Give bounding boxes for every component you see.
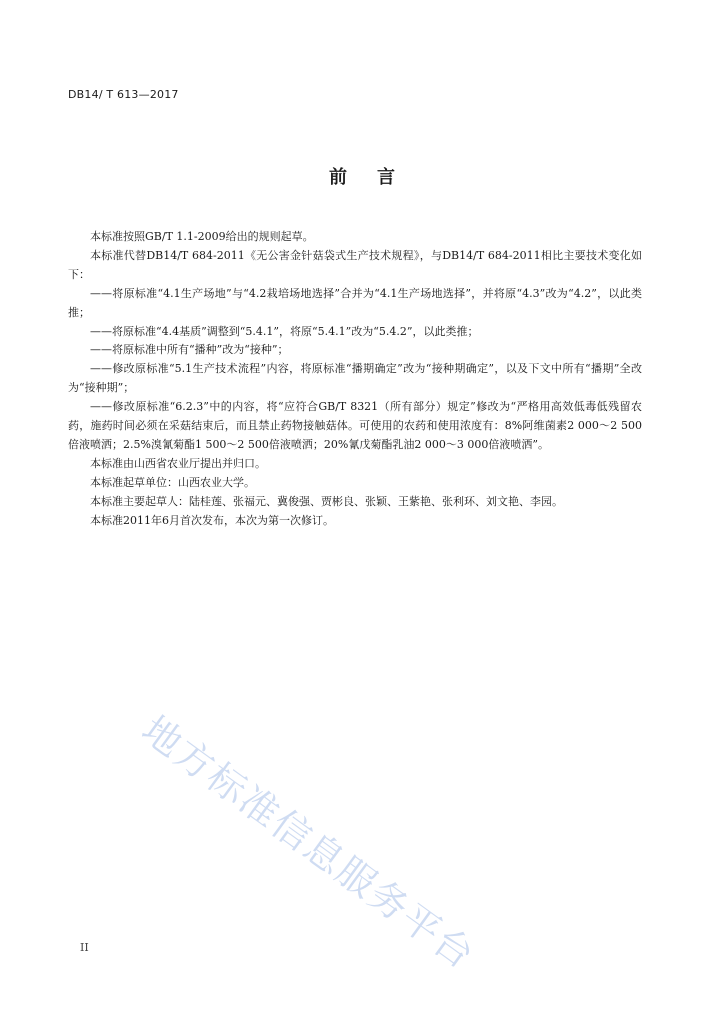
paragraph-drafting-rules: 本标准按照GB/T 1.1-2009给出的规则起草。 [90, 230, 314, 243]
document-code: DB14/ T 613—2017 [68, 88, 179, 101]
paragraph-release-history: 本标准2011年6月首次发布，本次为第一次修订。 [90, 513, 334, 527]
paragraph-replacement: 本标准代替DB14/T 684-2011《无公害金针菇袋式生产技术规程》，与DB14/T 684-2011相比主要技术变化如下： [68, 248, 642, 281]
change-item: ——修改原标准“5.1生产技术流程”内容，将原标准“播期确定”改为“接种期确定”，以及下文中所有“播期”全改为“接种期”； [68, 362, 642, 395]
change-item: ——修改原标准“6.2.3”中的内容，将“应符合GB/T 8321（所有部分）规定”修改为“严格用高效低毒低残留农药，施药时间必须在采菇结束后，而且禁止药物接触菇体。可使用的农药和使用浓度有：8%阿维菌素2 000～2 500倍液喷洒；2.5%溴氰菊酯1 500～2 500倍液喷洒；20%氰戊菊酯乳油2 000～3 000倍液喷洒”。 [68, 400, 642, 451]
change-item: ——将原标准“4.4基质”调整到“5.4.1”，将原“5.4.1”改为“5.4.2”，以此类推； [90, 324, 479, 338]
watermark-text: 地方标准信息服务平台 [133, 707, 484, 979]
paragraph-drafting-unit: 本标准起草单位：山西农业大学。 [90, 475, 255, 489]
change-item: ——将原标准“4.1生产场地”与“4.2栽培场地选择”合并为“4.1生产场地选择”，并将原“4.3”改为“4.2”，以此类推； [68, 286, 642, 319]
foreword-body [68, 228, 642, 531]
paragraph-drafters: 本标准主要起草人：陆桂莲、张福元、冀俊强、贾彬良、张颖、王紫艳、张利环、刘文艳、李园。 [90, 494, 563, 508]
change-item: ——将原标准中所有“播种”改为“接种”； [90, 343, 289, 357]
page-number: II [80, 941, 89, 954]
page-title: 前言 [329, 167, 425, 188]
paragraph-proposer: 本标准由山西省农业厅提出并归口。 [90, 456, 266, 470]
